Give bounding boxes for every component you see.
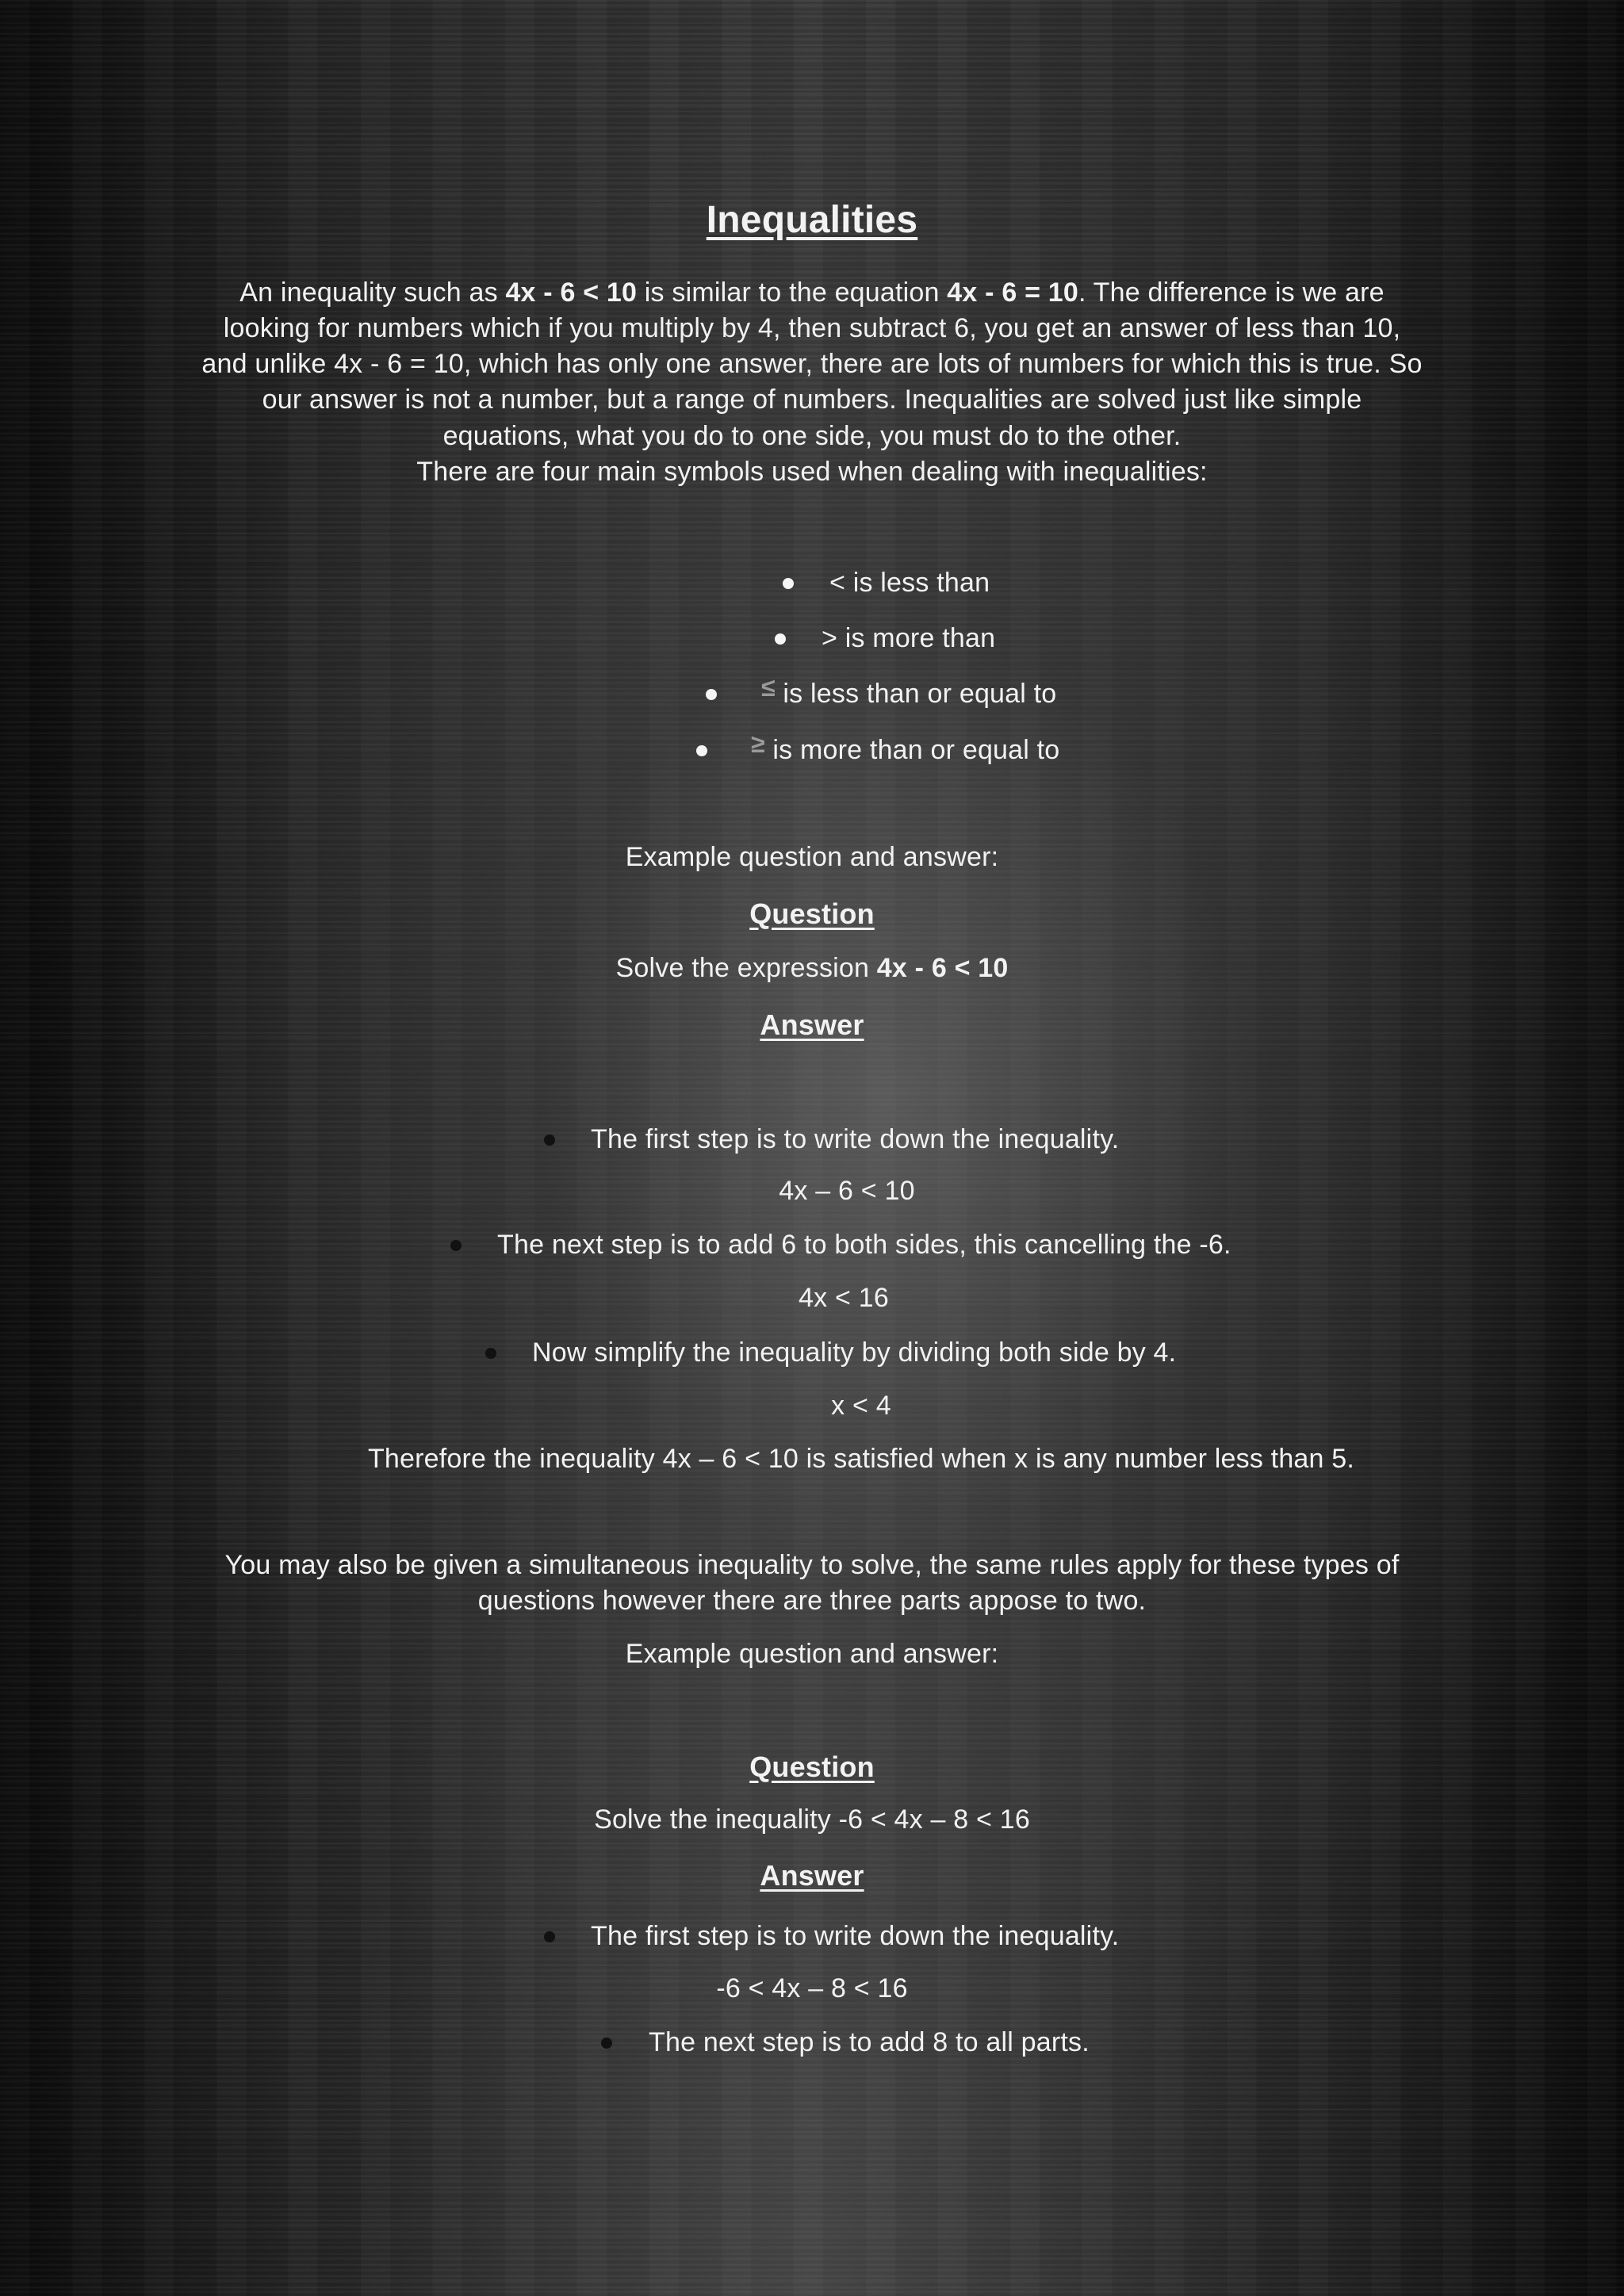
bullet-icon [544, 1135, 555, 1146]
answer-heading: Answer [760, 1008, 864, 1041]
step-item: The first step is to write down the inequality. [591, 1921, 1120, 1951]
simultaneous-line-2: questions however there are three parts appose to two. [477, 1586, 1147, 1616]
question-expression: 4x - 6 < 10 [876, 953, 1009, 983]
step-equation: -6 < 4x – 8 < 16 [716, 1973, 908, 2003]
intro-line-6: There are four main symbols used when dealing with inequalities: [416, 457, 1208, 487]
page-title: Inequalities [706, 199, 918, 241]
intro-text: . The difference is we are [1078, 277, 1385, 308]
step-item: The next step is to add 8 to all parts. [649, 2027, 1090, 2057]
question-heading: Question [749, 1751, 875, 1783]
intro-equation: 4x - 6 = 10 [947, 277, 1078, 308]
intro-text: is similar to the equation [637, 277, 948, 308]
intro-inequality: 4x - 6 < 10 [505, 277, 638, 308]
question-text [0, 951, 1624, 986]
intro-text: An inequality such as [239, 277, 506, 308]
bullet-icon [601, 2038, 612, 2049]
bullet-icon [450, 1240, 462, 1251]
question-text: Solve the inequality -6 < 4x – 8 < 16 [594, 1804, 1030, 1835]
example-conclusion: Therefore the inequality 4x – 6 < 10 is satisfied when x is any number less than 5. [367, 1444, 1355, 1474]
symbol-item-more-than: > is more than [822, 623, 996, 653]
bullet-icon [783, 578, 794, 589]
step-equation: 4x – 6 < 10 [779, 1176, 915, 1206]
bullet-icon [544, 1931, 555, 1942]
bullet-icon [775, 633, 786, 645]
example-intro: Example question and answer: [625, 842, 999, 872]
more-or-equal-icon: ≥ [751, 729, 765, 758]
intro-line-2: looking for numbers which if you multiply by 4, then subtract 6, you get an answer of less than 10, [223, 313, 1401, 343]
step-equation: 4x < 16 [799, 1283, 889, 1313]
bullet-icon [706, 689, 717, 700]
intro-line-3: and unlike 4x - 6 = 10, which has only one answer, there are lots of numbers for which this is true. So [201, 349, 1423, 379]
intro-line-4: our answer is not a number, but a range of numbers. Inequalities are solved just like simple [262, 385, 1362, 415]
bullet-icon [485, 1348, 496, 1359]
question-prefix: Solve the expression [615, 953, 877, 983]
symbol-label: is less than or equal to [783, 679, 1057, 709]
less-or-equal-icon: ≤ [761, 673, 776, 702]
symbol-item-less-or-equal [761, 673, 1057, 712]
answer-heading: Answer [760, 1859, 864, 1892]
bullet-icon [696, 745, 707, 756]
symbol-label: is more than or equal to [772, 735, 1060, 765]
step-item: The next step is to add 6 to both sides, this cancelling the -6. [497, 1230, 1231, 1260]
intro-line-1 [0, 275, 1624, 311]
symbol-item-less-than: < is less than [829, 568, 990, 598]
step-item: The first step is to write down the inequality. [591, 1124, 1120, 1154]
simultaneous-line-1: You may also be given a simultaneous inequality to solve, the same rules apply for these types of [224, 1550, 1400, 1580]
step-equation: x < 4 [831, 1391, 891, 1421]
symbol-item-more-or-equal [751, 729, 1060, 768]
question-heading: Question [749, 897, 875, 930]
intro-line-5: equations, what you do to one side, you must do to the other. [442, 421, 1182, 451]
step-item: Now simplify the inequality by dividing both side by 4. [532, 1337, 1177, 1368]
example-intro: Example question and answer: [625, 1639, 999, 1669]
